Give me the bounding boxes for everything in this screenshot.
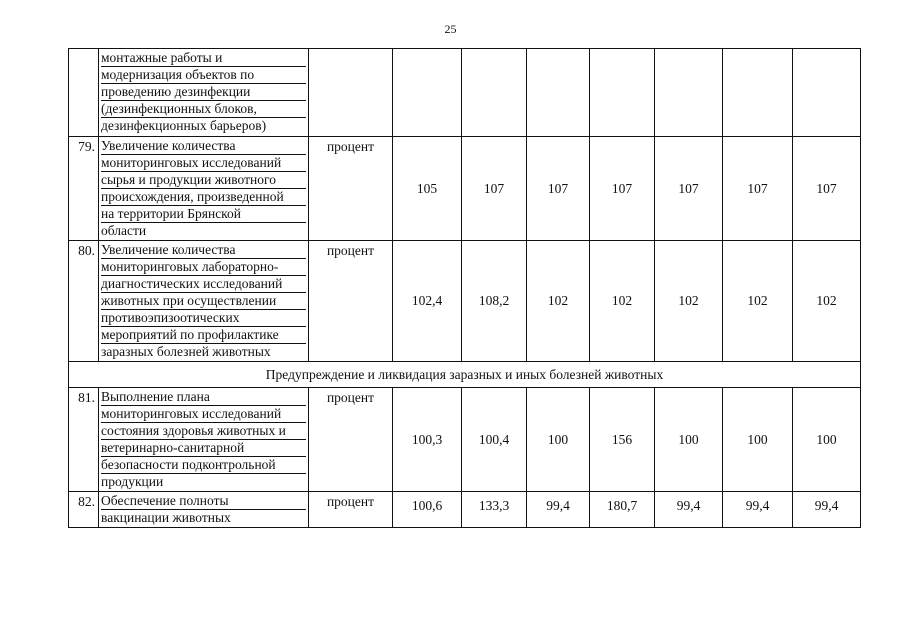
value-cell: 99,4 [527,492,590,528]
value-cell: 100 [793,388,861,492]
value-cell: 107 [462,137,527,241]
description-line: монтажные работы и [101,50,306,67]
value-cell: 108,2 [462,241,527,362]
value-cell: 102,4 [393,241,462,362]
description-line: состояния здоровья животных и [101,423,306,440]
description-line: проведению дезинфекции [101,84,306,101]
description-line: продукции [101,474,164,489]
description-line: вакцинации животных [101,510,231,525]
table-row [69,49,861,137]
description-line: безопасности подконтрольной [101,457,306,474]
description-line: Выполнение плана [101,389,306,406]
table-body [69,49,861,528]
description-line: Обеспечение полноты [101,493,306,510]
value-cell [793,49,861,137]
value-cell: 107 [793,137,861,241]
description-line: Увеличение количества [101,138,306,155]
value-cell: 100 [655,388,723,492]
value-cell: 102 [655,241,723,362]
row-number: 79. [69,137,99,241]
table-row [69,388,861,492]
value-cell [590,49,655,137]
section-row [69,362,861,388]
value-cell: 100 [527,388,590,492]
description-line: мониторинговых исследований [101,155,306,172]
description-line: модернизация объектов по [101,67,306,84]
value-cell: 100,3 [393,388,462,492]
row-number: 82. [69,492,99,528]
value-cell: 107 [590,137,655,241]
value-cell [462,49,527,137]
value-cell: 133,3 [462,492,527,528]
value-cell: 100,4 [462,388,527,492]
page-number: 25 [444,22,457,36]
description-line: Увеличение количества [101,242,306,259]
row-number: 80. [69,241,99,362]
indicator-description [99,492,309,528]
value-cell: 107 [655,137,723,241]
description-line: мероприятий по профилактике [101,327,306,344]
value-cell: 102 [590,241,655,362]
value-cell: 107 [723,137,793,241]
section-title: Предупреждение и ликвидация заразных и иных болезней животных [69,362,861,388]
description-line: (дезинфекционных блоков, [101,101,306,118]
description-line: мониторинговых лабораторно- [101,259,306,276]
description-line: на территории Брянской [101,206,306,223]
table-row [69,492,861,528]
unit-cell: процент [309,492,393,528]
table-row [69,241,861,362]
value-cell: 102 [723,241,793,362]
indicator-description [99,49,309,137]
description-line: животных при осуществлении [101,293,306,310]
description-line: происхождения, произведенной [101,189,306,206]
value-cell: 156 [590,388,655,492]
row-number: 81. [69,388,99,492]
value-cell: 99,4 [723,492,793,528]
description-line: мониторинговых исследований [101,406,306,423]
value-cell [393,49,462,137]
description-line: противоэпизоотических [101,310,306,327]
value-cell: 105 [393,137,462,241]
indicator-description [99,388,309,492]
value-cell: 102 [793,241,861,362]
indicator-description [99,241,309,362]
description-line: дезинфекционных барьеров) [101,118,267,133]
value-cell: 180,7 [590,492,655,528]
description-line: ветеринарно-санитарной [101,440,306,457]
value-cell: 100 [723,388,793,492]
unit-cell [309,49,393,137]
unit-cell: процент [309,241,393,362]
unit-cell: процент [309,388,393,492]
description-line: области [101,223,147,238]
value-cell: 100,6 [393,492,462,528]
description-line: сырья и продукции животного [101,172,306,189]
value-cell [527,49,590,137]
description-line: заразных болезней животных [101,344,271,359]
value-cell [723,49,793,137]
unit-cell: процент [309,137,393,241]
value-cell [655,49,723,137]
indicator-description [99,137,309,241]
value-cell: 99,4 [655,492,723,528]
value-cell: 99,4 [793,492,861,528]
row-number [69,49,99,137]
description-line: диагностических исследований [101,276,306,293]
value-cell: 107 [527,137,590,241]
indicators-table [68,48,861,528]
value-cell: 102 [527,241,590,362]
table-row [69,137,861,241]
